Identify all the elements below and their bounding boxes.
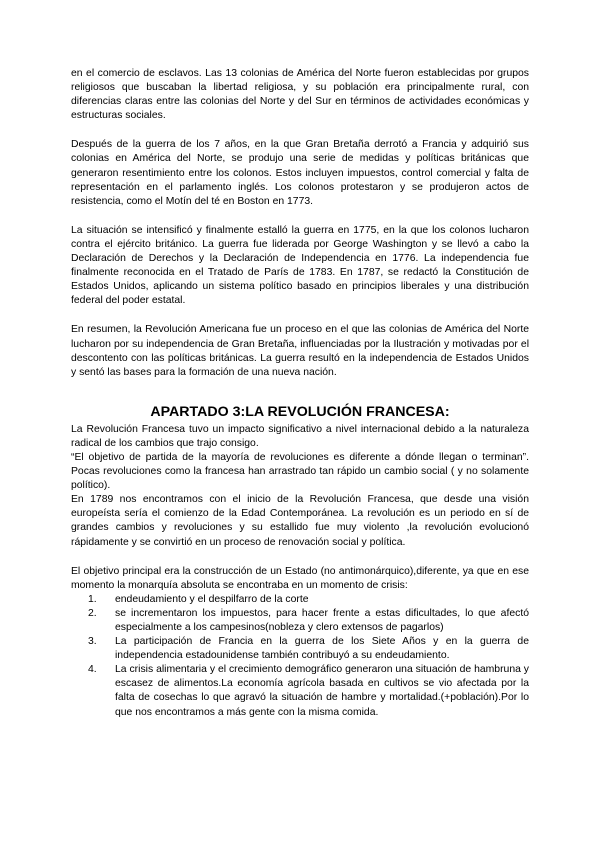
document-page xyxy=(71,67,529,720)
list-text: endeudamiento y el despilfarro de la corte xyxy=(115,593,309,605)
paragraph-1789: En 1789 nos encontramos con el inicio de la Revolución Francesa, que desde una visión europeísta sería el comienzo de la Edad Contemporánea. La revolución es un periodo en sí de grandes cambios y revoluciones y su estallido fue muy violento ,la revolución evolucionó rápidamente y se convirtió en un proceso de renovación social y política. xyxy=(71,494,529,548)
list-item xyxy=(71,593,529,607)
list-item xyxy=(71,663,529,719)
list-text: La crisis alimentaria y el crecimiento demográfico generaron una situación de hambruna y escasez de alimentos.La economía agrícola basada en cultivos se vio afectada por la falta de cosechas lo que agravó la situación de hambre y mortalidad.(+población).Por lo que nos encontramos a más gente con la misma comida. xyxy=(115,664,529,718)
paragraph-impact: La Revolución Francesa tuvo un impacto significativo a nivel internacional debido a la naturaleza radical de los cambios que trajo consigo. xyxy=(71,423,529,449)
list-number: 1. xyxy=(88,593,97,605)
list-text: se incrementaron los impuestos, para hacer frente a estas dificultades, lo que afectó especialmente a los campesinos(nobleza y clero extensos de pagarlos) xyxy=(115,607,529,633)
causes-list xyxy=(71,593,529,720)
paragraph-seven-years-war: Después de la guerra de los 7 años, en la que Gran Bretaña derrotó a Francia y adquirió sus colonias en América del Norte, se produjo una serie de medidas y políticas británicas que generaron resentimiento entre los colonos. Estos incluyen impuestos, control comercial y falta de representación en el parlamento inglés. Los colonos protestaron y se produjeron actos de resistencia, como el Motín del té en Boston en 1773. xyxy=(71,139,529,207)
section-heading: APARTADO 3:LA REVOLUCIÓN FRANCESA: xyxy=(150,403,450,420)
list-text: La participación de Francia en la guerra de los Siete Años y en la guerra de independencia estadounidense también contribuyó a su endeudamiento. xyxy=(115,636,529,662)
list-number: 4. xyxy=(88,664,97,676)
list-item xyxy=(71,635,529,663)
list-number: 2. xyxy=(88,607,97,619)
paragraph-colonies: en el comercio de esclavos. Las 13 colonias de América del Norte fueron establecidas por grupos religiosos que buscaban la libertad religiosa, y su población era principalmente rural, con diferencias claras entre las colonias del Norte y del Sur en términos de actividades económicas y estructuras sociales. xyxy=(71,68,529,122)
paragraph-objective: El objetivo principal era la construcción de un Estado (no antimonárquico),diferente, ya que en ese momento la monarquía absoluta se encontraba en un momento de crisis: xyxy=(71,565,529,591)
list-item xyxy=(71,607,529,635)
paragraph-summary: En resumen, la Revolución Americana fue un proceso en el que las colonias de América del Norte lucharon por su independencia de Gran Bretaña, influenciadas por la Ilustración y motivadas por el descontento con las políticas británicas. La guerra resultó en la independencia de Estados Unidos y sentó las bases para la formación de una nueva nación. xyxy=(71,324,529,378)
paragraph-quote: “El objetivo de partida de la mayoría de revoluciones es diferente a dónde llegan o terminan”. Pocas revoluciones como la francesa han arrastrado tan rápido un cambio social ( y no solamente político). xyxy=(71,451,529,492)
paragraph-war-1775: La situación se intensificó y finalmente estalló la guerra en 1775, en la que los colonos lucharon contra el ejército británico. La guerra fue liderada por George Washington y se llevó a cabo la Declaración de Derechos y la Declaración de Independencia en 1776. La independencia fue finalmente reconocida en el Tratado de París de 1783. En 1787, se redactó la Constitución de Estados Unidos, aplicando un sistema político basado en principios liberales y una distribución federal del poder estatal. xyxy=(71,224,529,307)
list-number: 3. xyxy=(88,636,97,648)
